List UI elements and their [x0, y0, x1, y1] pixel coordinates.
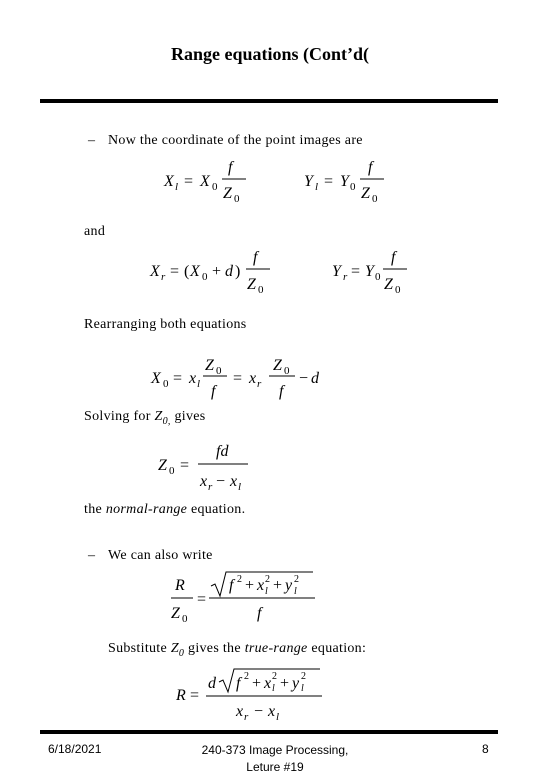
- svg-text:2: 2: [272, 671, 277, 682]
- substitute-mid: gives the: [184, 641, 245, 656]
- svg-text:Z: Z: [273, 357, 282, 374]
- rearranging-text: Rearranging both equations: [84, 317, 247, 332]
- svg-text:f: f: [279, 383, 284, 400]
- slide-title: Range equations (Cont’d(: [170, 44, 370, 64]
- footer-page-number: 8: [482, 742, 489, 756]
- footer-lecture-line: Leture #19: [246, 760, 304, 774]
- svg-text:y: y: [292, 675, 300, 692]
- svg-text:0: 0: [202, 271, 208, 283]
- svg-text:0: 0: [234, 193, 240, 205]
- svg-text:X: X: [150, 263, 160, 280]
- svg-text:d: d: [208, 675, 216, 692]
- svg-text:l: l: [272, 683, 275, 694]
- svg-text:x: x: [264, 675, 272, 692]
- substitute-prefix: Substitute: [108, 641, 171, 656]
- solving-sub: 0,: [162, 415, 171, 427]
- svg-text:+: +: [245, 577, 255, 594]
- svg-text:r: r: [257, 378, 262, 390]
- svg-text:X: X: [164, 173, 174, 190]
- svg-text:r: r: [208, 481, 213, 493]
- svg-text:x: x: [257, 577, 265, 594]
- svg-text:f: f: [229, 577, 234, 594]
- svg-text:X: X: [151, 370, 161, 387]
- svg-text:l: l: [238, 481, 242, 493]
- svg-text:Y: Y: [340, 173, 349, 190]
- svg-text:R: R: [175, 577, 185, 594]
- bullet-dash: –: [88, 133, 95, 148]
- solving-suffix: gives: [170, 409, 206, 424]
- svg-text:0: 0: [258, 284, 264, 296]
- svg-text:=: =: [233, 370, 243, 387]
- svg-text:−: −: [254, 703, 264, 720]
- footer-date: 6/18/2021: [48, 742, 102, 756]
- svg-text:2: 2: [237, 574, 242, 585]
- svg-text:d: d: [311, 370, 319, 387]
- svg-text:Z: Z: [171, 605, 180, 622]
- svg-text:0: 0: [169, 465, 175, 477]
- svg-text:=: =: [197, 591, 207, 608]
- footer-rule: [40, 730, 498, 734]
- svg-text:=: =: [324, 173, 334, 190]
- svg-text:=: =: [173, 370, 183, 387]
- solving-text: [84, 409, 206, 427]
- svg-text:−: −: [299, 370, 309, 387]
- svg-text:=: =: [190, 687, 200, 704]
- svg-text:2: 2: [265, 574, 270, 585]
- svg-text:+: +: [252, 675, 262, 692]
- equation-right-image: [140, 245, 430, 299]
- svg-text:f: f: [228, 159, 233, 176]
- svg-text:0: 0: [163, 378, 169, 390]
- svg-text:fd: fd: [216, 443, 229, 460]
- svg-text:f: f: [211, 383, 216, 400]
- svg-text:Z: Z: [158, 457, 167, 474]
- svg-text:Y: Y: [304, 173, 313, 190]
- svg-text:X: X: [190, 263, 200, 280]
- svg-text:=: =: [180, 457, 190, 474]
- svg-text:l: l: [294, 586, 297, 597]
- svg-text:Z: Z: [361, 185, 370, 202]
- substitute-suffix: equation:: [307, 641, 367, 656]
- svg-text:x: x: [236, 703, 244, 720]
- svg-text:f: f: [391, 249, 396, 266]
- svg-text:−: −: [216, 473, 226, 490]
- svg-text:0: 0: [216, 365, 222, 377]
- svg-text:=: =: [170, 263, 180, 280]
- svg-text:X: X: [200, 173, 210, 190]
- svg-text:0: 0: [350, 181, 356, 193]
- svg-text:2: 2: [294, 574, 299, 585]
- equation-normal-range: [152, 438, 262, 494]
- substitute-var: Z: [170, 641, 179, 656]
- svg-text:0: 0: [212, 181, 218, 193]
- bullet-dash-2: –: [88, 548, 95, 563]
- svg-text:2: 2: [301, 671, 306, 682]
- bullet-text-1: Now the coordinate of the point images are: [108, 133, 363, 148]
- svg-text:x: x: [230, 473, 238, 490]
- svg-text:x: x: [249, 370, 257, 387]
- title-rule: [40, 99, 498, 103]
- footer-course: [170, 742, 380, 776]
- solving-prefix: Solving for: [84, 409, 155, 424]
- equation-left-image: [150, 155, 410, 207]
- svg-text:l: l: [175, 181, 179, 193]
- normal-suffix: equation.: [187, 502, 246, 517]
- svg-text:0: 0: [284, 365, 290, 377]
- svg-text:2: 2: [244, 671, 249, 682]
- svg-text:Z: Z: [205, 357, 214, 374]
- normal-term: normal-range: [105, 502, 188, 517]
- svg-text:+: +: [212, 263, 222, 280]
- svg-text:f: f: [368, 159, 373, 176]
- svg-text:l: l: [197, 378, 201, 390]
- equation-ratio: [165, 568, 325, 628]
- svg-text:r: r: [161, 271, 166, 283]
- svg-text:Z: Z: [247, 276, 256, 293]
- svg-text:=: =: [184, 173, 194, 190]
- and-text: and: [84, 224, 106, 239]
- bullet-text-2: We can also write: [108, 548, 213, 563]
- solving-var: Z: [154, 409, 163, 424]
- svg-text:x: x: [189, 370, 197, 387]
- svg-text:r: r: [343, 271, 348, 283]
- svg-text:0: 0: [182, 613, 188, 625]
- substitute-sub: 0: [178, 647, 185, 659]
- svg-text:l: l: [301, 683, 304, 694]
- svg-text:r: r: [244, 711, 249, 723]
- svg-text:y: y: [285, 577, 293, 594]
- svg-text:f: f: [257, 605, 262, 622]
- svg-text:l: l: [315, 181, 319, 193]
- svg-text:=: =: [351, 263, 361, 280]
- svg-text:l: l: [265, 586, 268, 597]
- svg-text:Y: Y: [365, 263, 374, 280]
- svg-text:0: 0: [372, 193, 378, 205]
- svg-text:f: f: [236, 675, 241, 692]
- svg-text:): ): [235, 263, 241, 280]
- svg-text:(: (: [184, 263, 190, 280]
- svg-text:Y: Y: [332, 263, 341, 280]
- svg-text:d: d: [225, 263, 233, 280]
- svg-text:l: l: [276, 711, 280, 723]
- normal-prefix: the: [84, 502, 106, 517]
- svg-text:0: 0: [375, 271, 381, 283]
- svg-text:x: x: [200, 473, 208, 490]
- svg-text:x: x: [268, 703, 276, 720]
- svg-text:+: +: [273, 577, 283, 594]
- equation-true-range: [170, 664, 330, 724]
- svg-text:Z: Z: [223, 185, 232, 202]
- svg-text:+: +: [280, 675, 290, 692]
- svg-text:Z: Z: [384, 276, 393, 293]
- equation-rearranged: [145, 352, 335, 402]
- svg-text:f: f: [253, 249, 258, 266]
- substitute-text: [108, 641, 366, 659]
- substitute-term: true-range: [244, 641, 308, 656]
- normal-range-text: [84, 502, 245, 518]
- svg-text:R: R: [176, 687, 186, 704]
- svg-text:0: 0: [395, 284, 401, 296]
- footer-course-line: 240-373 Image Processing,: [201, 743, 349, 757]
